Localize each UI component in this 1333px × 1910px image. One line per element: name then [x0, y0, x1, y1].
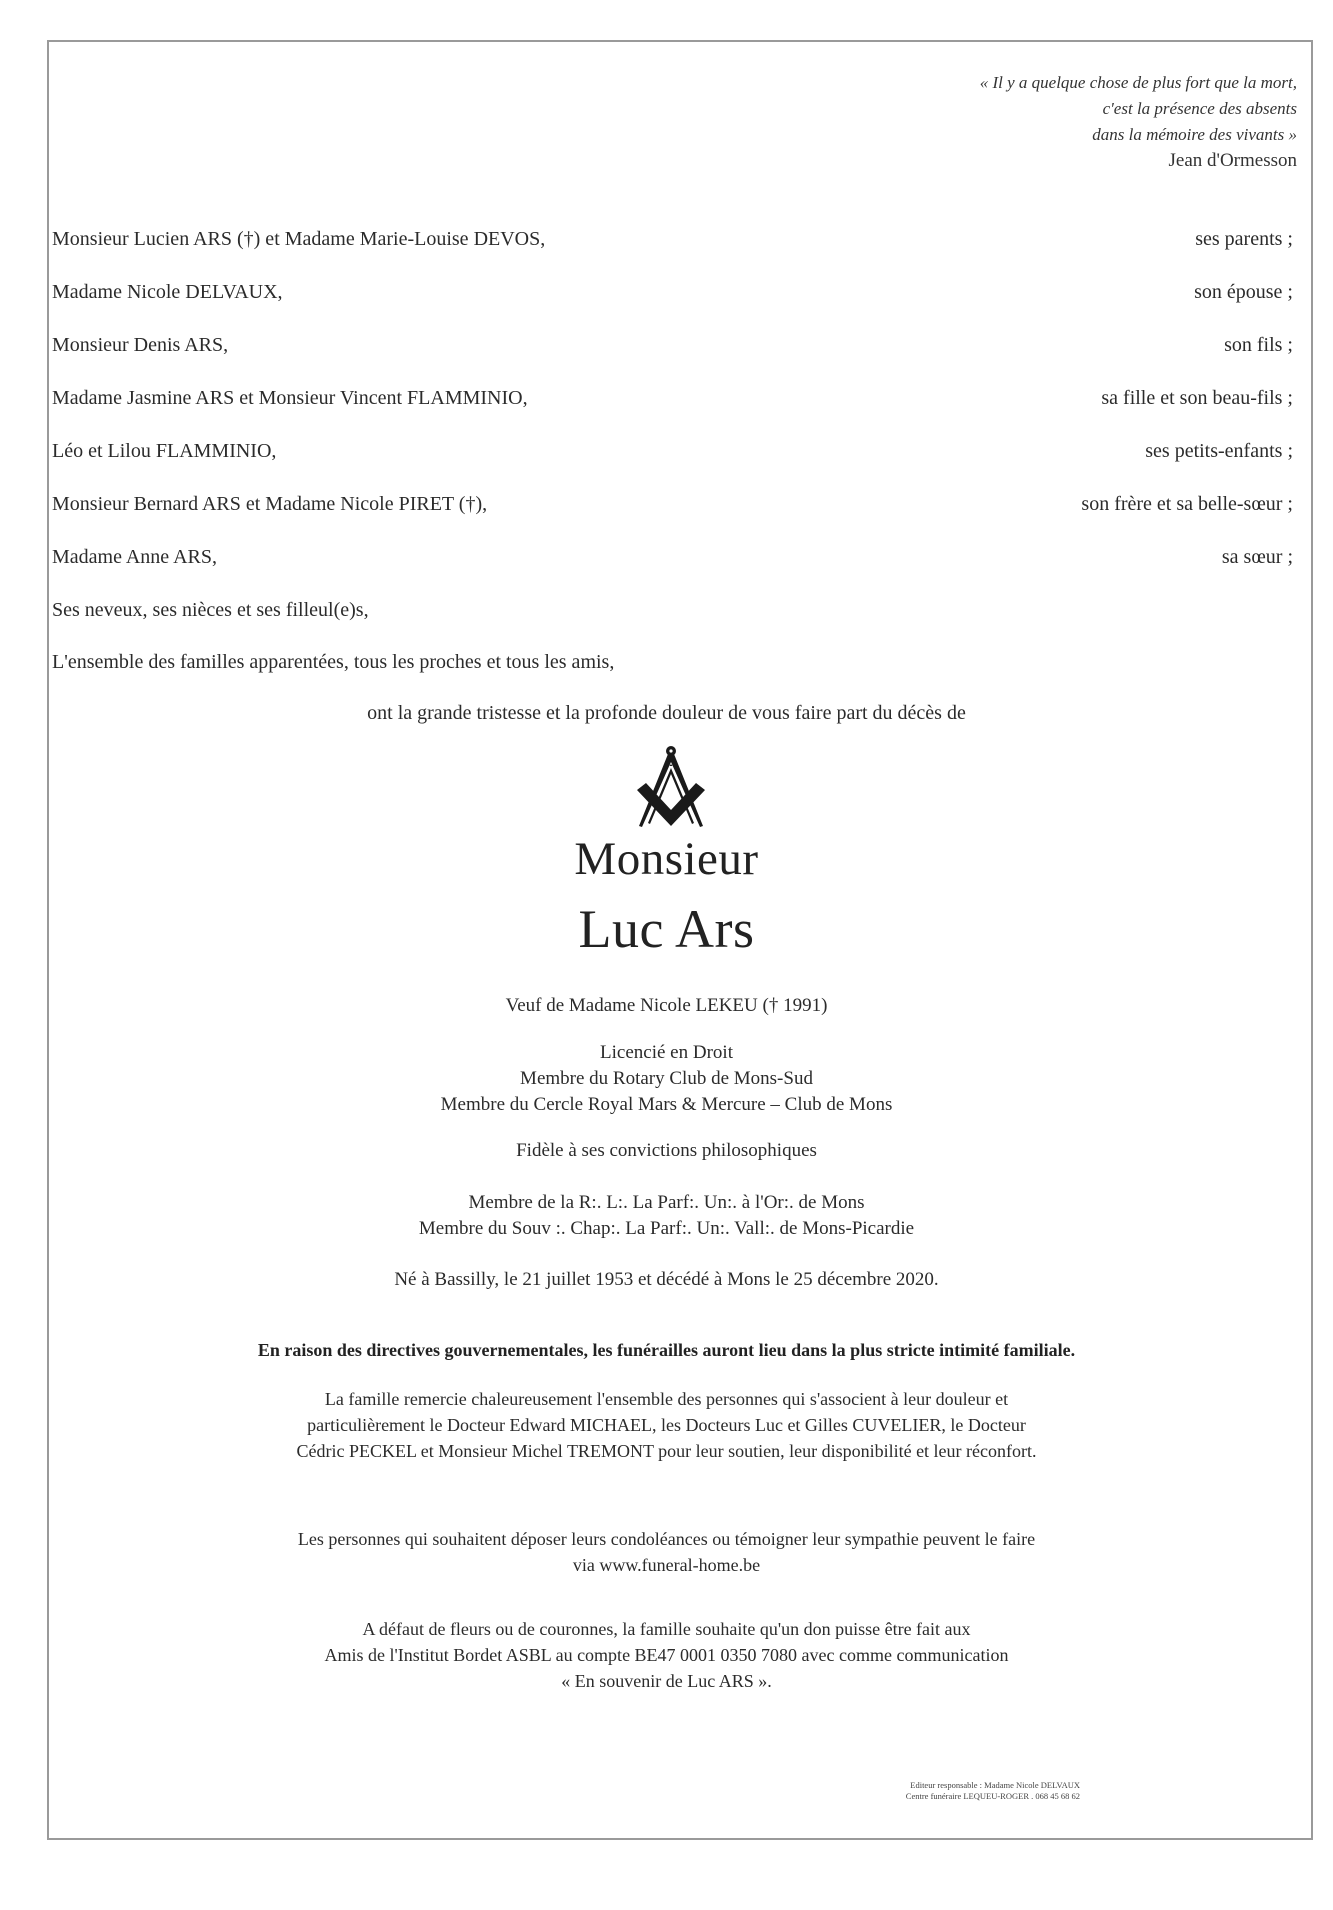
- thanks-paragraph: [0, 1386, 1333, 1464]
- qualification-line: Membre du Cercle Royal Mars & Mercure – Club de Mons: [440, 1094, 893, 1115]
- family-names: Monsieur Denis ARS,: [52, 334, 229, 356]
- deceased-title: Monsieur: [574, 833, 759, 885]
- family-names: Ses neveux, ses nièces et ses filleul(e)s,: [52, 599, 369, 621]
- lodge-line: Membre du Souv :. Chap:. La Parf:. Un:. Vall:. de Mons-Picardie: [418, 1218, 915, 1239]
- quote-line: c'est la présence des absents: [1102, 99, 1297, 118]
- family-row: [52, 599, 1293, 629]
- family-relation: ses petits-enfants ;: [1145, 440, 1293, 462]
- convictions-line: Fidèle à ses convictions philosophiques: [516, 1140, 817, 1161]
- family-names: Léo et Lilou FLAMMINIO,: [52, 440, 277, 462]
- family-relation: ses parents ;: [1195, 228, 1293, 250]
- family-relation: sa sœur ;: [1221, 546, 1293, 568]
- qualification-line: Membre du Rotary Club de Mons-Sud: [520, 1068, 813, 1089]
- family-row: [52, 281, 1293, 311]
- thanks-line: Cédric PECKEL et Monsieur Michel TREMONT pour leur soutien, leur disponibilité et leur réconfort.: [296, 1441, 1037, 1461]
- lodge-memberships: [0, 1190, 1333, 1242]
- family-row: [52, 651, 1293, 681]
- thanks-line: La famille remercie chaleureusement l'ensemble des personnes qui s'associent à leur douleur et: [324, 1389, 1009, 1409]
- lodge-line: Membre de la R:. L:. La Parf:. Un:. à l'Or:. de Mons: [468, 1192, 865, 1213]
- deceased-name: Luc Ars: [578, 899, 755, 959]
- donation-line: Amis de l'Institut Bordet ASBL au compte BE47 0001 0350 7080 avec comme communication: [324, 1645, 1009, 1665]
- family-relation: son frère et sa belle-sœur ;: [1081, 493, 1293, 515]
- family-names: Monsieur Lucien ARS (†) et Madame Marie-Louise DEVOS,: [52, 228, 546, 250]
- family-row: [52, 334, 1293, 364]
- donation-paragraph: [0, 1616, 1333, 1694]
- condolences-text: Les personnes qui souhaitent déposer leurs condoléances ou témoigner leur sympathie peuvent le faire: [297, 1529, 1036, 1549]
- family-row: [52, 440, 1293, 470]
- family-relation: son épouse ;: [1194, 281, 1293, 303]
- birth-death-line: Né à Bassilly, le 21 juillet 1953 et décédé à Mons le 25 décembre 2020.: [394, 1269, 939, 1290]
- family-row: [52, 546, 1293, 576]
- family-names: L'ensemble des familles apparentées, tous les proches et tous les amis,: [52, 651, 615, 673]
- donation-line: « En souvenir de Luc ARS ».: [561, 1671, 772, 1691]
- qualification-line: Licencié en Droit: [600, 1042, 733, 1063]
- quote-author: Jean d'Ormesson: [1168, 150, 1297, 171]
- quote-line: « Il y a quelque chose de plus fort que la mort,: [979, 73, 1297, 92]
- condolences-link[interactable]: via www.funeral-home.be: [572, 1555, 761, 1575]
- square-and-compass-icon: [637, 744, 705, 828]
- family-names: Madame Nicole DELVAUX,: [52, 281, 283, 303]
- family-relation: son fils ;: [1224, 334, 1293, 356]
- colophon-editor: Editeur responsable : Madame Nicole DELVAUX: [910, 1780, 1080, 1790]
- family-names: Madame Anne ARS,: [52, 546, 217, 568]
- widower-line: Veuf de Madame Nicole LEKEU († 1991): [505, 995, 828, 1016]
- family-row: [52, 493, 1293, 523]
- family-row: [52, 228, 1293, 258]
- qualifications: [0, 1040, 1333, 1118]
- family-row: [52, 387, 1293, 417]
- funeral-notice: En raison des directives gouvernementales, les funérailles auront lieu dans la plus stricte intimité familiale.: [257, 1340, 1076, 1360]
- donation-line: A défaut de fleurs ou de couronnes, la famille souhaite qu'un don puisse être fait aux: [362, 1619, 971, 1639]
- condolences-paragraph: [0, 1526, 1333, 1578]
- family-names: Monsieur Bernard ARS et Madame Nicole PIRET (†),: [52, 493, 488, 515]
- colophon: [820, 1780, 1080, 1802]
- family-relation: sa fille et son beau-fils ;: [1101, 387, 1293, 409]
- colophon-funeral-home: Centre funéraire LEQUEU-ROGER . 068 45 68 62: [905, 1791, 1080, 1801]
- quote-line: dans la mémoire des vivants »: [1092, 125, 1297, 144]
- family-names: Madame Jasmine ARS et Monsieur Vincent FLAMMINIO,: [52, 387, 528, 409]
- thanks-line: particulièrement le Docteur Edward MICHAEL, les Docteurs Luc et Gilles CUVELIER, le Docteur: [307, 1415, 1026, 1435]
- epigraph-quote: [980, 70, 1297, 174]
- announcement-text: ont la grande tristesse et la profonde douleur de vous faire part du décès de: [367, 702, 966, 724]
